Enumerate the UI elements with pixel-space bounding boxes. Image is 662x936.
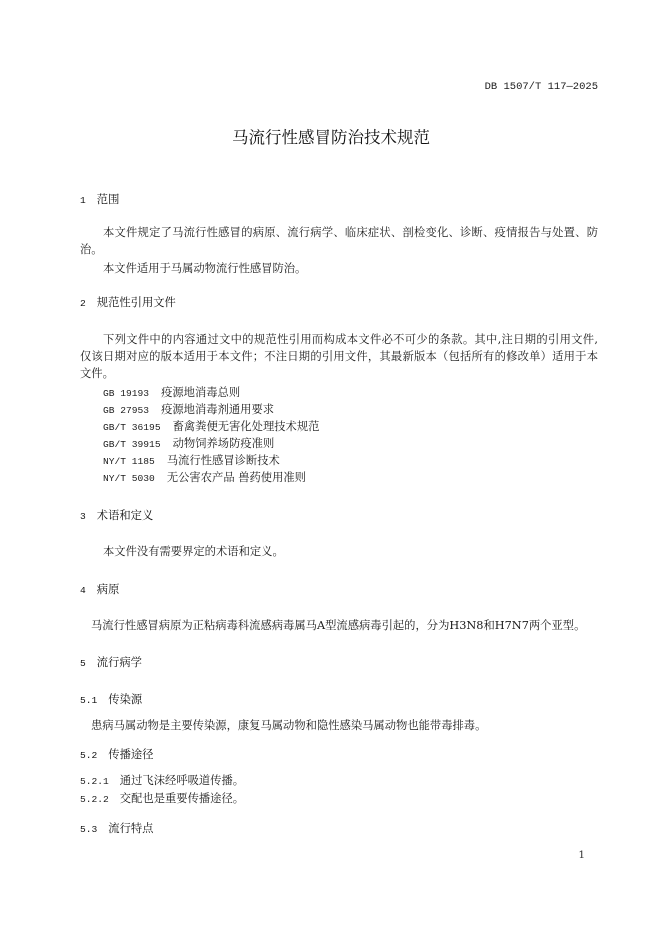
section-title: 流行病学 <box>96 656 142 669</box>
clause-text: 交配也是重要传播途径。 <box>119 792 245 805</box>
reference-title: 疫源地消毒总则 <box>161 386 241 399</box>
section-5-2-heading <box>80 746 153 764</box>
reference-title: 动物饲养场防疫准则 <box>172 437 275 450</box>
clause-number: 5.2.1 <box>80 776 109 787</box>
reference-title: 无公害农产品 兽药使用准则 <box>166 471 306 484</box>
section-title: 病原 <box>96 583 120 596</box>
section-number: 5.2 <box>80 750 98 761</box>
section-1-paragraph-1-line-1: 本文件规定了马流行性感冒的病原、流行病学、临床症状、剖检变化、诊断、疫情报告与处置、防 <box>103 226 598 239</box>
section-4-paragraph: 马流行性感冒病原为正粘病毒科流感病毒属马A型流感病毒引起的，分为H3N8和H7N7两个亚型。 <box>91 619 586 632</box>
section-title: 传播途径 <box>108 748 154 761</box>
section-2-paragraph-line-2: 仅该日期对应的版本适用于本文件；不注日期的引用文件，其最新版本（包括所有的修改单）适用于本 <box>80 350 598 363</box>
reference-title: 畜禽粪便无害化处理技术规范 <box>172 420 320 433</box>
reference-item <box>103 435 274 453</box>
page-number: 1 <box>578 849 585 861</box>
reference-code: GB/T 39915 <box>103 439 161 450</box>
section-5-1-heading <box>80 691 142 709</box>
section-number: 1 <box>80 195 86 206</box>
section-number: 5.1 <box>80 695 98 706</box>
clause-5-2-1 <box>80 772 244 790</box>
section-title: 传染源 <box>108 693 143 706</box>
section-1-paragraph-1-line-2: 治。 <box>80 243 103 256</box>
document-title: 马流行性感冒防治技术规范 <box>232 128 430 147</box>
reference-item <box>103 384 240 402</box>
reference-item <box>103 401 274 419</box>
section-number: 5 <box>80 658 86 669</box>
section-4-heading <box>80 581 119 599</box>
section-number: 2 <box>80 298 86 309</box>
section-number: 5.3 <box>80 824 98 835</box>
section-5-1-paragraph: 患病马属动物是主要传染源，康复马属动物和隐性感染马属动物也能带毒排毒。 <box>91 719 487 732</box>
section-3-paragraph: 本文件没有需要界定的术语和定义。 <box>103 545 284 558</box>
section-number: 3 <box>80 511 86 522</box>
section-title: 范围 <box>96 193 120 206</box>
section-3-heading <box>80 507 153 525</box>
section-1-paragraph-2: 本文件适用于马属动物流行性感冒防治。 <box>103 262 307 275</box>
reference-code: NY/T 5030 <box>103 473 155 484</box>
section-2-paragraph-line-3: 文件。 <box>80 367 114 380</box>
reference-code: GB 27953 <box>103 405 150 416</box>
reference-code: GB/T 36195 <box>103 422 161 433</box>
section-2-heading <box>80 294 176 312</box>
reference-item <box>103 469 306 487</box>
section-5-3-heading <box>80 820 153 838</box>
section-2-paragraph-line-1: 下列文件中的内容通过文中的规范性引用而构成本文件必不可少的条款。其中,注日期的引用文件, <box>103 333 598 346</box>
section-1-heading <box>80 191 119 209</box>
clause-number: 5.2.2 <box>80 794 109 805</box>
document-code: DB 1507/T 117—2025 <box>484 81 598 93</box>
section-5-heading <box>80 654 142 672</box>
section-title: 流行特点 <box>108 822 154 835</box>
section-title: 术语和定义 <box>96 509 154 522</box>
reference-item <box>103 452 280 470</box>
reference-code: GB 19193 <box>103 388 150 399</box>
reference-code: NY/T 1185 <box>103 456 155 467</box>
reference-title: 马流行性感冒诊断技术 <box>166 454 280 467</box>
clause-5-2-2 <box>80 790 244 808</box>
section-number: 4 <box>80 585 86 596</box>
reference-item <box>103 418 319 436</box>
reference-title: 疫源地消毒剂通用要求 <box>161 403 275 416</box>
clause-text: 通过飞沫经呼吸道传播。 <box>119 774 245 787</box>
section-title: 规范性引用文件 <box>96 296 176 309</box>
